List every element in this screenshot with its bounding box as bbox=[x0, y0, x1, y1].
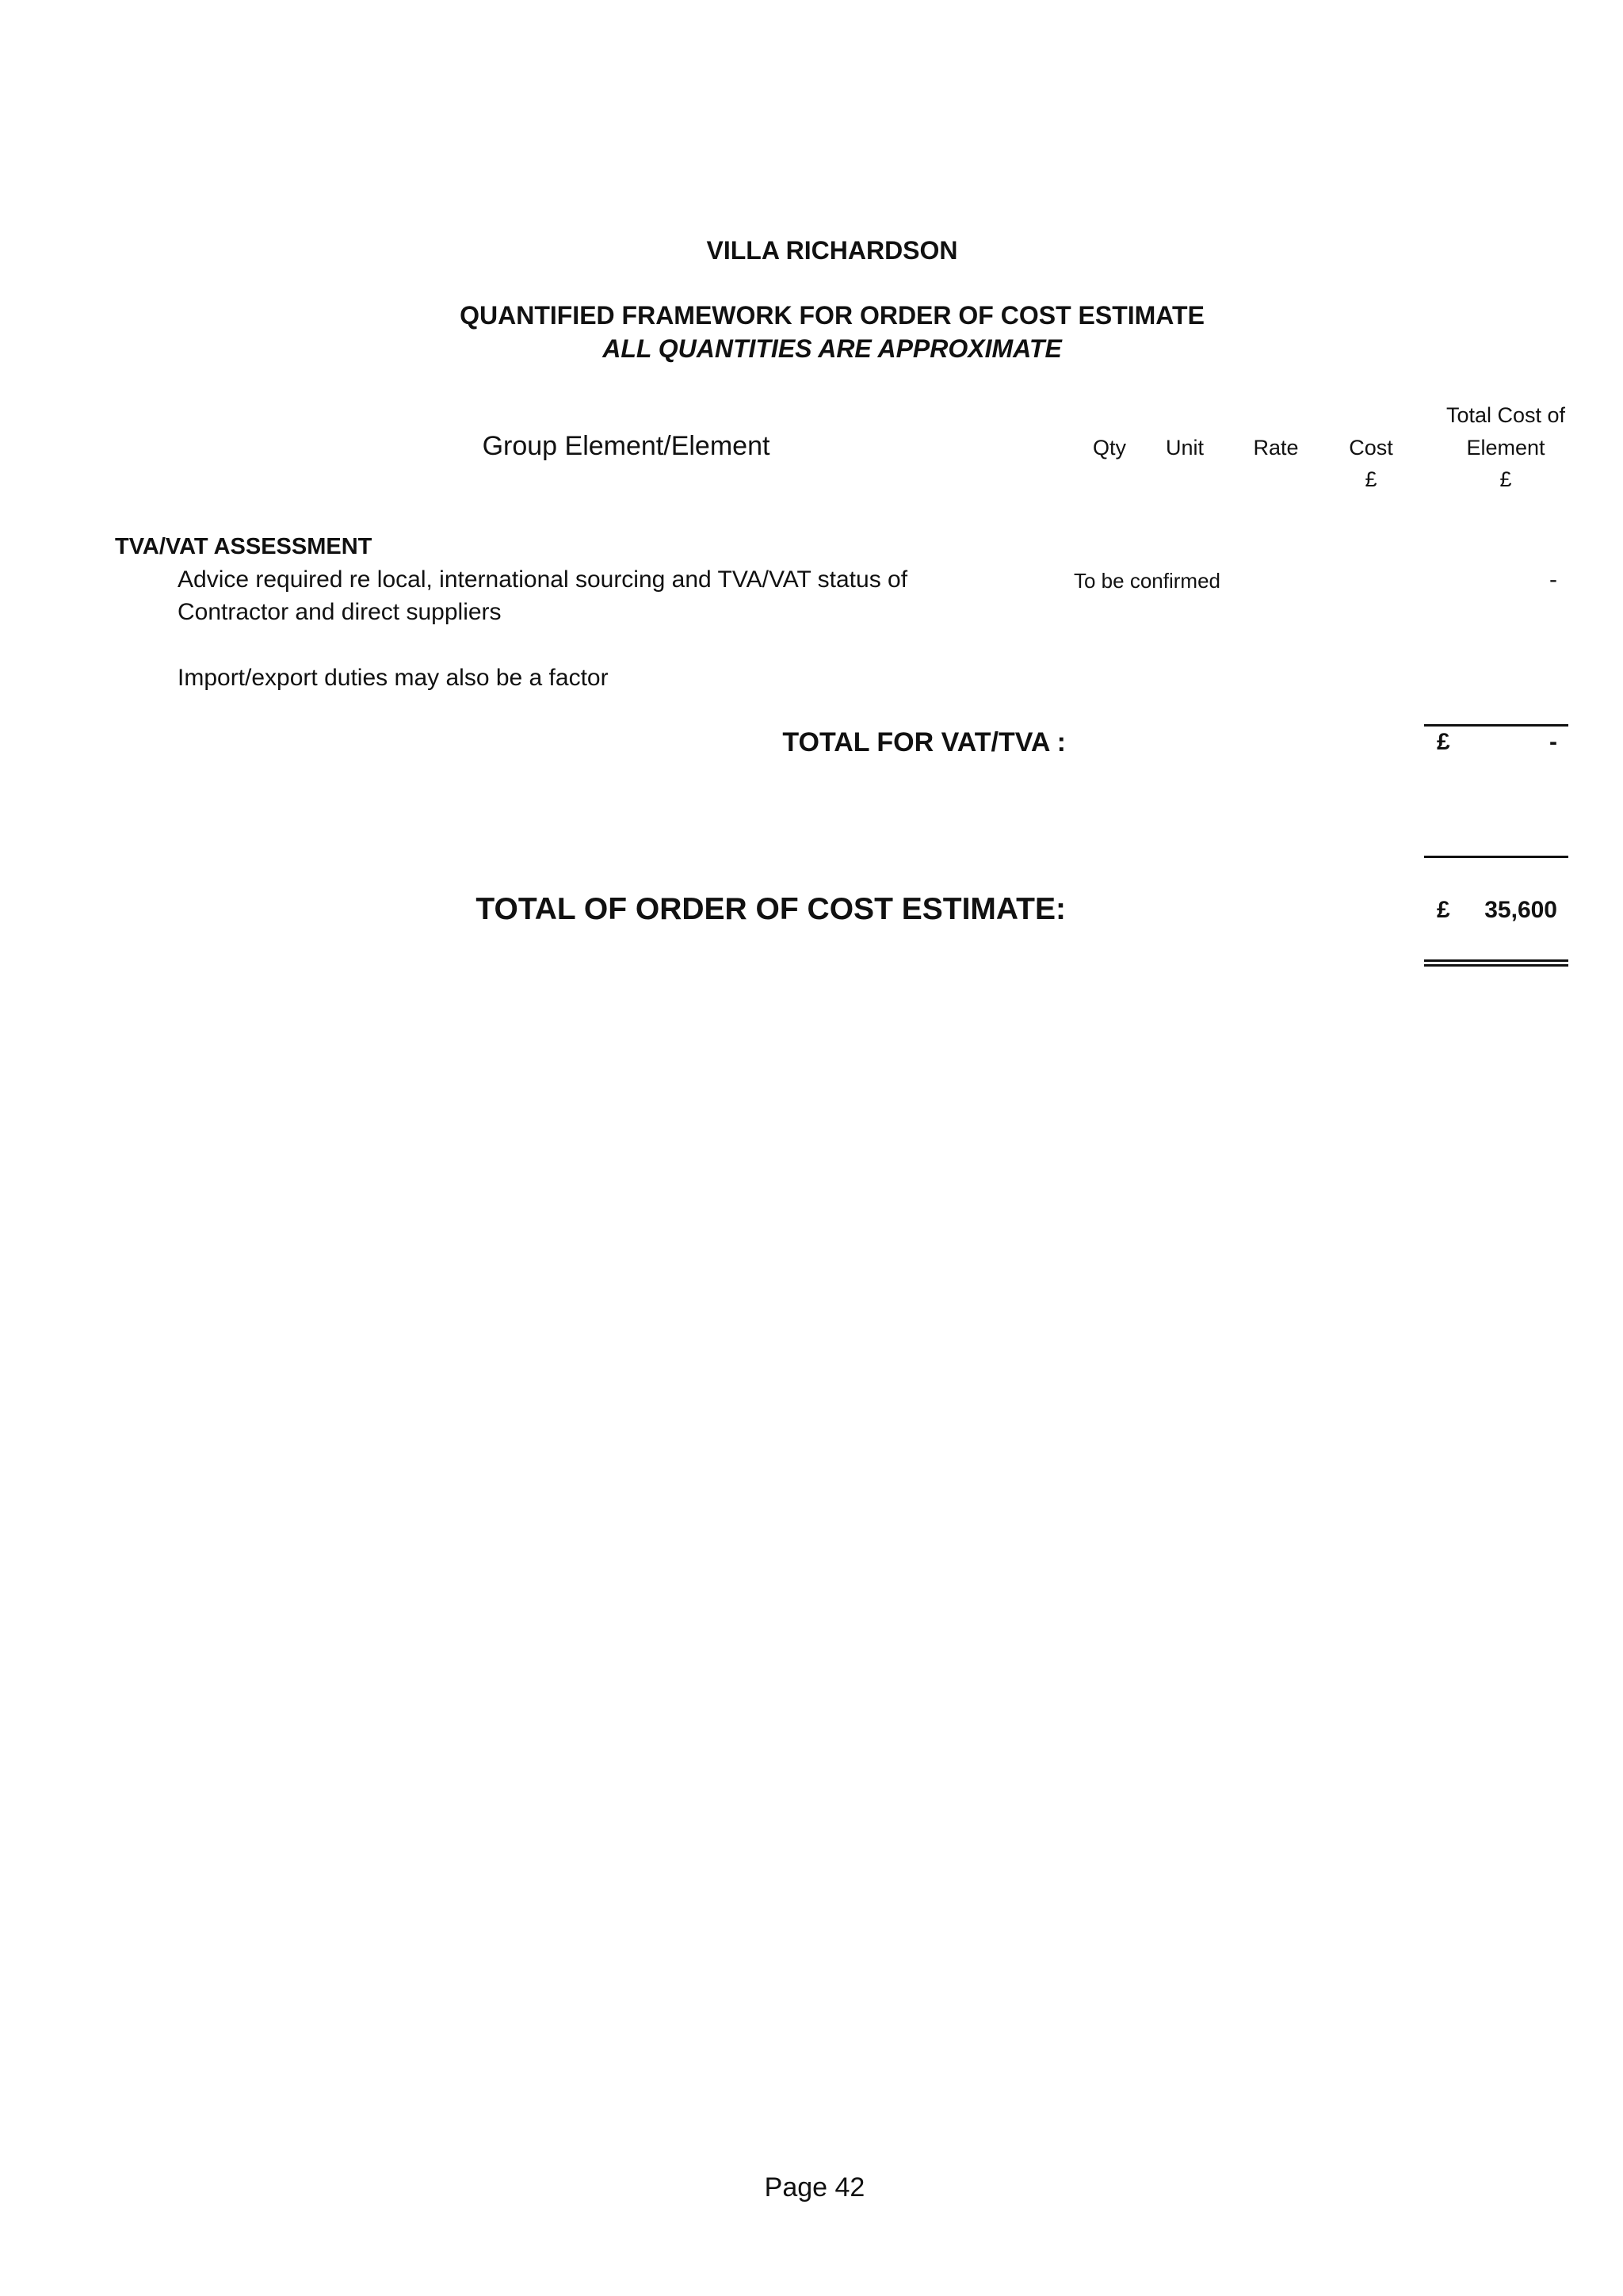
column-header-total-currency: £ bbox=[1499, 467, 1512, 491]
column-header-group-element: Group Element/Element bbox=[482, 431, 770, 461]
grand-total-label: TOTAL OF ORDER OF COST ESTIMATE: bbox=[475, 892, 1066, 926]
grand-total-currency: £ bbox=[1437, 897, 1450, 923]
item-total-value: - bbox=[1549, 566, 1557, 593]
document-subtitle: QUANTIFIED FRAMEWORK FOR ORDER OF COST ESTIMATE bbox=[460, 301, 1205, 330]
vat-total-label: TOTAL FOR VAT/TVA : bbox=[782, 727, 1066, 757]
column-header-total-line2: Element bbox=[1466, 436, 1545, 460]
item-qty-note: To be confirmed bbox=[1074, 569, 1220, 593]
column-header-qty: Qty bbox=[1092, 436, 1126, 460]
column-header-cost-currency: £ bbox=[1365, 467, 1377, 491]
document-title: VILLA RICHARDSON bbox=[706, 236, 958, 265]
vat-total-currency: £ bbox=[1437, 729, 1450, 755]
vat-total-value: - bbox=[1549, 729, 1557, 755]
page-number: Page 42 bbox=[764, 2172, 865, 2203]
item-description-line1: Advice required re local, international sourcing and TVA/VAT status of bbox=[178, 566, 908, 593]
vat-total-rule bbox=[1424, 724, 1568, 727]
column-header-rate: Rate bbox=[1253, 436, 1299, 460]
grand-total-value: 35,600 bbox=[1484, 897, 1557, 923]
grand-total-double-rule bbox=[1424, 959, 1568, 967]
item-note: Import/export duties may also be a factor bbox=[178, 665, 609, 691]
column-header-total-line1: Total Cost of bbox=[1445, 403, 1566, 427]
column-header-unit: Unit bbox=[1165, 436, 1204, 460]
document-subtitle-italic: ALL QUANTITIES ARE APPROXIMATE bbox=[602, 334, 1062, 363]
grand-total-rule bbox=[1424, 856, 1568, 858]
column-header-cost: Cost bbox=[1349, 436, 1393, 460]
section-heading: TVA/VAT ASSESSMENT bbox=[115, 534, 372, 559]
item-description-line2: Contractor and direct suppliers bbox=[178, 599, 502, 625]
